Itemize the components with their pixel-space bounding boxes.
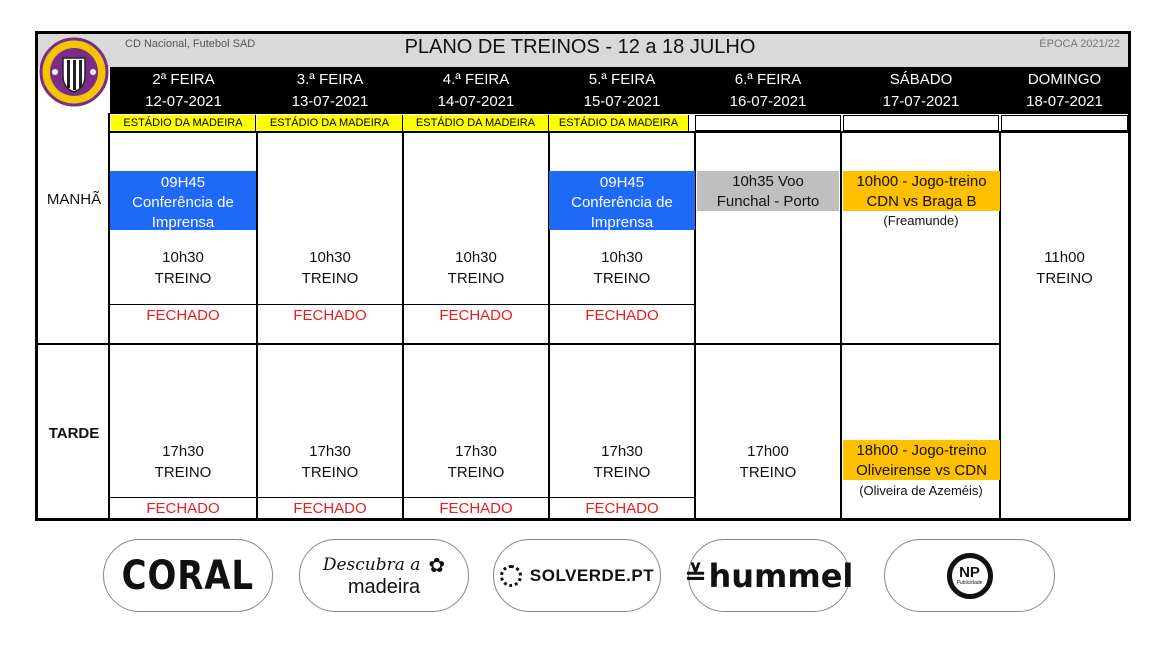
day-name: 2ª FEIRA (152, 71, 215, 88)
flight-line2: Funchal - Porto (716, 193, 820, 210)
training-time: 17h30 (162, 443, 204, 460)
sponsor-np[interactable] (884, 539, 1055, 612)
day-header-sat (841, 67, 1001, 114)
day-header-fri (695, 67, 841, 114)
venue-wed: ESTÁDIO DA MADEIRA (403, 115, 549, 131)
day-name: 5.ª FEIRA (588, 71, 656, 88)
saturday-afternoon-match (843, 440, 1000, 480)
press-conference-mon (110, 171, 256, 230)
morning-training-thu (549, 247, 695, 289)
madeira-text: madeira (347, 575, 421, 598)
day-header-sun (1001, 67, 1128, 114)
sponsor-madeira[interactable] (299, 539, 469, 612)
flight-line1: 10h35 Voo (732, 173, 804, 190)
afternoon-closed-thu: FECHADO (585, 500, 659, 517)
afternoon-training-fri (695, 441, 841, 483)
session-divider (38, 343, 1000, 345)
morning-training-mon (110, 247, 256, 289)
club-crest-icon (39, 36, 109, 108)
venue-tue: ESTÁDIO DA MADEIRA (257, 115, 403, 131)
day-date: 12-07-2021 (145, 93, 222, 110)
press-conference-thu (549, 171, 695, 230)
coral-logo-text: CORAL (121, 552, 255, 599)
sponsor-hummel[interactable] (684, 539, 854, 612)
training-label: TREINO (739, 464, 797, 481)
day-name: 4.ª FEIRA (442, 71, 510, 88)
press-line1: Conferência de (132, 194, 234, 211)
sun-icon (500, 565, 522, 587)
afternoon-closed-mon: FECHADO (146, 500, 220, 517)
np-logo (947, 553, 993, 599)
day-date: 14-07-2021 (437, 93, 515, 110)
afternoon-training-thu (549, 441, 695, 483)
day-header-tue (257, 67, 403, 114)
training-label: TREINO (154, 464, 212, 481)
day-name: 3.ª FEIRA (296, 71, 364, 88)
day-date: 16-07-2021 (729, 93, 807, 110)
closed-divider-afternoon (110, 497, 695, 498)
morning-closed-thu: FECHADO (585, 307, 659, 324)
training-label: TREINO (593, 270, 651, 287)
morning-training-wed (403, 247, 549, 289)
np-sub-text: Publicidade (956, 579, 983, 586)
page-title: PLANO DE TREINOS - 12 a 18 JULHO (404, 36, 756, 58)
day-date: 15-07-2021 (583, 93, 661, 110)
training-time: 17h00 (747, 443, 789, 460)
training-time: 10h30 (601, 249, 643, 266)
day-header-thu (549, 67, 695, 114)
afternoon-closed-wed: FECHADO (439, 500, 513, 517)
training-label: TREINO (447, 464, 505, 481)
hummel-text: hummel (708, 556, 854, 595)
training-label: TREINO (447, 270, 505, 287)
saturday-afternoon-place: (Oliveira de Azeméis) (859, 483, 983, 498)
venue-thu: ESTÁDIO DA MADEIRA (549, 115, 689, 131)
flower-icon: ✿ (428, 554, 446, 577)
morning-closed-wed: FECHADO (439, 307, 513, 324)
saturday-morning-match (843, 171, 1000, 211)
match-line2: Oliveirense vs CDN (856, 462, 987, 479)
venue-fri (695, 115, 841, 131)
np-text: NP (959, 563, 980, 581)
afternoon-training-wed (403, 441, 549, 483)
solverde-text: SOLVERDE.PT (529, 565, 655, 585)
training-time: 17h30 (309, 443, 351, 460)
club-logo (38, 34, 110, 110)
afternoon-closed-tue: FECHADO (293, 500, 367, 517)
day-header-mon (110, 67, 257, 114)
sponsor-coral[interactable] (103, 539, 273, 612)
day-name: DOMINGO (1027, 71, 1102, 88)
training-time: 11h00 (1044, 249, 1085, 266)
press-time: 09H45 (160, 174, 206, 191)
training-time: 10h30 (455, 249, 497, 266)
sponsor-solverde[interactable] (493, 539, 661, 612)
training-label: TREINO (1036, 270, 1093, 287)
venue-mon: ESTÁDIO DA MADEIRA (111, 115, 256, 131)
season-label: ÉPOCA 2021/22 (1039, 38, 1120, 50)
day-name: SÁBADO (889, 71, 953, 88)
venue-sun (1001, 115, 1128, 131)
afternoon-training-tue (257, 441, 403, 483)
sunday-training (1001, 247, 1128, 289)
club-name: CD Nacional, Futebol SAD (125, 38, 256, 50)
press-line2: Imprensa (151, 214, 215, 231)
morning-training-tue (257, 247, 403, 289)
day-date: 17-07-2021 (882, 93, 960, 110)
press-line1: Conferência de (571, 194, 673, 211)
training-time: 10h30 (309, 249, 351, 266)
chevron-icon: ≚ (684, 560, 707, 590)
training-time: 10h30 (162, 249, 204, 266)
madeira-script-text: Descubra a (322, 555, 421, 575)
day-date: 18-07-2021 (1026, 93, 1103, 110)
closed-divider-morning (110, 304, 695, 305)
row-label-morning: MANHÃ (46, 191, 102, 208)
day-date: 13-07-2021 (291, 93, 369, 110)
match-line1: 10h00 - Jogo-treino (856, 173, 987, 190)
training-label: TREINO (301, 464, 359, 481)
saturday-morning-place: (Freamunde) (883, 213, 959, 228)
day-header-wed (403, 67, 549, 114)
day-name: 6.ª FEIRA (734, 71, 802, 88)
training-time: 17h30 (455, 443, 497, 460)
match-line1: 18h00 - Jogo-treino (856, 442, 987, 459)
press-time: 09H45 (599, 174, 645, 191)
afternoon-training-mon (110, 441, 256, 483)
venue-row-bottom (108, 131, 1130, 133)
press-line2: Imprensa (590, 214, 654, 231)
venue-sat (843, 115, 999, 131)
training-label: TREINO (301, 270, 359, 287)
training-time: 17h30 (601, 443, 643, 460)
morning-closed-mon: FECHADO (146, 307, 220, 324)
match-line2: CDN vs Braga B (866, 193, 977, 210)
training-label: TREINO (154, 270, 212, 287)
training-label: TREINO (593, 464, 651, 481)
friday-flight (697, 171, 839, 211)
morning-closed-tue: FECHADO (293, 307, 367, 324)
row-label-afternoon: TARDE (48, 425, 100, 442)
